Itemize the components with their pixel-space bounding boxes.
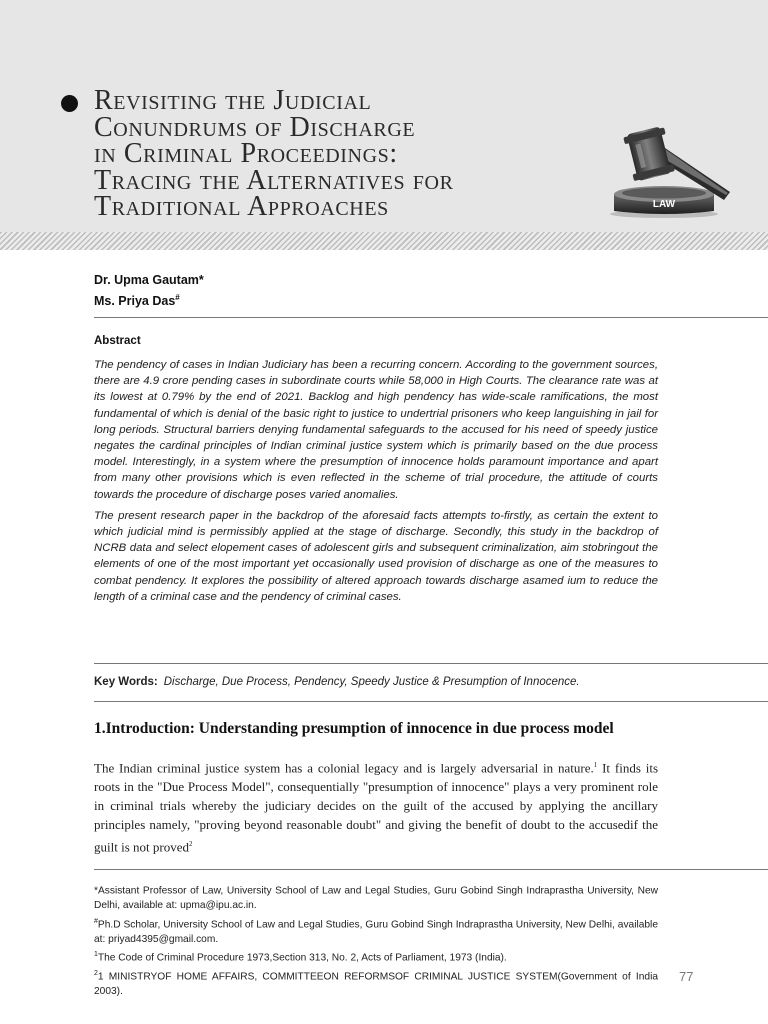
page-number: 77 (679, 969, 694, 984)
divider-line (94, 663, 768, 664)
footnote: #Ph.D Scholar, University School of Law and Legal Studies, Guru Gobind Singh Indraprastha University, New Delhi, available at: priyad4395@gmail.com. (94, 917, 658, 945)
section-heading: 1.Introduction: Understanding presumption of innocence in due process model (94, 720, 614, 737)
title-line: Revisiting the Judicial (94, 85, 372, 116)
article-title (94, 85, 594, 222)
hatched-divider (0, 232, 768, 250)
footnote: $^1$The Code of Criminal Procedure 1973,Section 313, No. 2, Acts of Parliament, 1973 (India). (94, 951, 507, 964)
title-line: Traditional Approaches (94, 191, 389, 222)
footnotes (94, 881, 658, 1001)
author-name: Ms. Priya Das# (94, 293, 180, 309)
abstract-paragraph: The pendency of cases in Indian Judiciary has been a recurring concern. According to the government sources, there are 4.9 crore pending cases in subordinate courts while 58,000 in High Courts. The clearance rate was at its lowest at 0.79% by the end of 2021. Backlog and high pendency has wide-scale ramifications, the most fundamental of which is denial of the basic right to justice to undertrial prisoners who keep languishing in jail for long periods. Structural barriers denying fundamental safeguards to the accused for his need of speedy justice negates the cardinal principles of Indian criminal justice system which is primarily based on the due process model. Interestingly, in a system where the presumption of innocence holds paramount importance and apart from many other provisions which is even reflected in the scheme of trial procedure, the attitude of courts towards the procedure of discharge poses varied anomalies. (94, 359, 658, 501)
title-line: Tracing the Alternatives for (94, 164, 454, 196)
author-name: Dr. Upma Gautam* (94, 273, 204, 287)
divider-line (94, 317, 768, 318)
abstract-heading: Abstract (94, 335, 141, 347)
footnote: *Assistant Professor of Law, University School of Law and Legal Studies, Guru Gobind Singh Indraprastha University, New Delhi, available at: upma@ipu.ac.in. (94, 885, 658, 911)
section-body: The Indian criminal justice system has a colonial legacy and is largely adversarial in nature.$^1$ It finds its roots in the "Due Process Model", consequentially "presumption of innocence" plays a very prominent role in criminal trials whereby the judiciary decides on the guilt of the accused by applying the ancillary principles namely, "proving beyond reasonable doubt" and giving the benefit of doubt to the accusedif the guilt is not proved$^2$ (94, 760, 659, 854)
keywords-text: Discharge, Due Process, Pendency, Speedy Justice & Presumption of Innocence. (163, 676, 580, 688)
title-line: in Criminal Proceedings: (94, 138, 398, 169)
title-bullet-icon (61, 95, 78, 112)
footnote-divider (94, 869, 768, 870)
keywords-label: Key Words: (94, 676, 158, 688)
footnote-ref: 1 (593, 761, 598, 769)
gavel-label: LAW (652, 199, 676, 210)
title-line: Conundrums of Discharge (94, 111, 416, 143)
abstract-body (94, 357, 658, 610)
abstract-paragraph: The present research paper in the backdrop of the aforesaid facts attempts to-firstly, as certain the extent to which judicial mind is permissibly applied at the stage of discharge. Secondly, this study in the backdrop of NCRB data and select elopement cases of adolescent girls and subsequent criminalization, aim stobringout the elements of one of the most important yet occasionally used provision of discharge as one of the measures to combat pendency. It explores the possibility of altered approach towards discharge asamed ium to reduce the length of a criminal case and the pendency of criminal cases. (94, 509, 658, 603)
divider-line (94, 701, 768, 702)
footnote-ref: 2 (188, 839, 193, 848)
keywords (94, 676, 580, 688)
footnote: $^2$1 MINISTRYOF HOME AFFAIRS, COMMITTEEON REFORMSOF CRIMINAL JUSTICE SYSTEM(Government of India 2003). (94, 970, 658, 998)
gavel-icon (602, 118, 742, 218)
author-list (94, 271, 204, 310)
